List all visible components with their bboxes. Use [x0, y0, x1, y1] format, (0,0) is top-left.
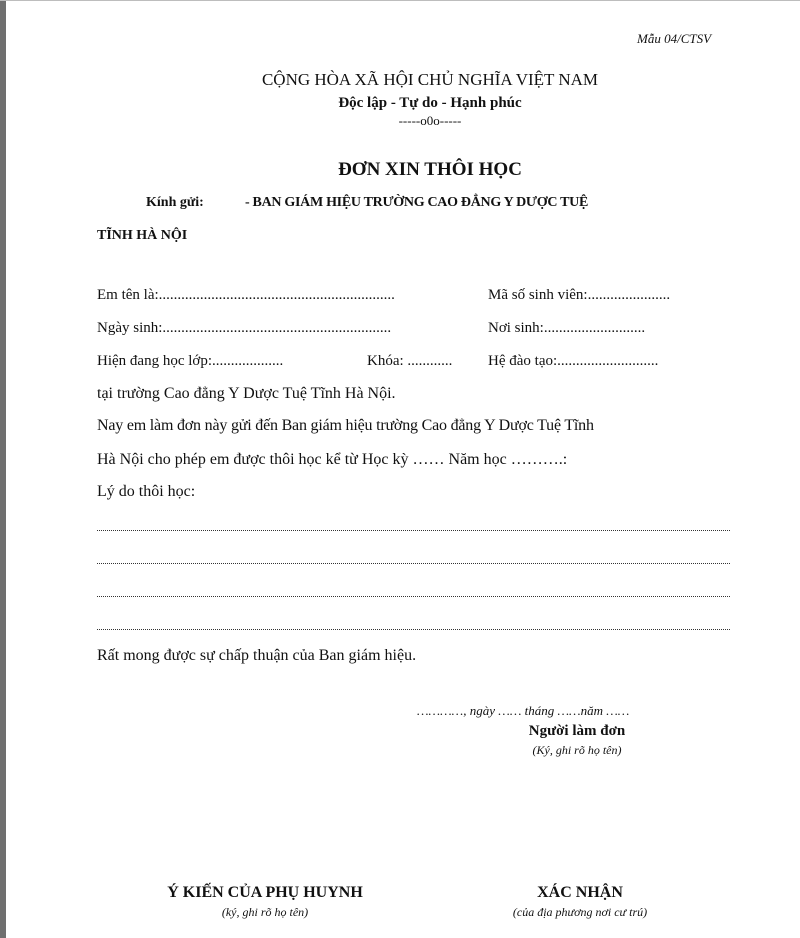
field-class: Hiện đang học lớp:................... — [97, 354, 284, 369]
confirmation-note: (của địa phương nơi cư trú) — [512, 905, 648, 919]
header-separator: -----o0o----- — [398, 113, 462, 128]
field-course: Khóa: ............ — [367, 354, 453, 369]
date-line: …………, ngày …… tháng ……năm …… — [417, 703, 630, 718]
request-line-2: Hà Nội cho phép em được thôi học kể từ Học kỳ …… Năm học ……….: — [97, 451, 568, 468]
country-name: CỘNG HÒA XÃ HỘI CHỦ NGHĨA VIỆT NAM — [261, 70, 599, 89]
reason-line-1 — [97, 530, 730, 531]
parent-opinion-title: Ý KIẾN CỦA PHỤ HUYNH — [167, 884, 363, 901]
motto: Độc lập - Tự do - Hạnh phúc — [338, 95, 522, 111]
document-title: ĐƠN XIN THÔI HỌC — [338, 159, 522, 180]
form-code: Mẫu 04/CTSV — [637, 31, 712, 46]
reason-line-2 — [97, 563, 730, 564]
applicant-label: Người làm đơn — [528, 723, 626, 739]
confirmation-title: XÁC NHẬN — [537, 884, 623, 901]
addressee-line1: - BAN GIÁM HIỆU TRƯỜNG CAO ĐẲNG Y DƯỢC TUỆ — [245, 195, 588, 210]
request-line-1: Nay em làm đơn này gửi đến Ban giám hiệu trường Cao đẳng Y Dược Tuệ Tĩnh — [97, 417, 594, 434]
page-top-edge — [0, 0, 800, 1]
field-student-id: Mã số sinh viên:...................... — [488, 288, 671, 303]
page-left-edge — [0, 0, 6, 938]
field-dob: Ngày sinh:............................................................. — [97, 321, 392, 336]
field-name: Em tên là:............................................................... — [97, 288, 395, 303]
addressee-line2: TĨNH HÀ NỘI — [97, 228, 188, 243]
field-birthplace: Nơi sinh:........................... — [488, 321, 646, 336]
reason-line-3 — [97, 596, 730, 597]
closing-line: Rất mong được sự chấp thuận của Ban giám hiệu. — [97, 647, 417, 664]
field-program: Hệ đào tạo:........................... — [488, 354, 659, 369]
parent-opinion-note: (ký, ghi rõ họ tên) — [221, 905, 309, 919]
reason-line-4 — [97, 629, 730, 630]
reason-label: Lý do thôi học: — [97, 483, 196, 500]
school-line: tại trường Cao đẳng Y Dược Tuệ Tĩnh Hà Nội. — [97, 385, 396, 402]
applicant-note: (Ký, ghi rõ họ tên) — [532, 743, 622, 757]
addressee-label: Kính gửi: — [146, 195, 204, 210]
